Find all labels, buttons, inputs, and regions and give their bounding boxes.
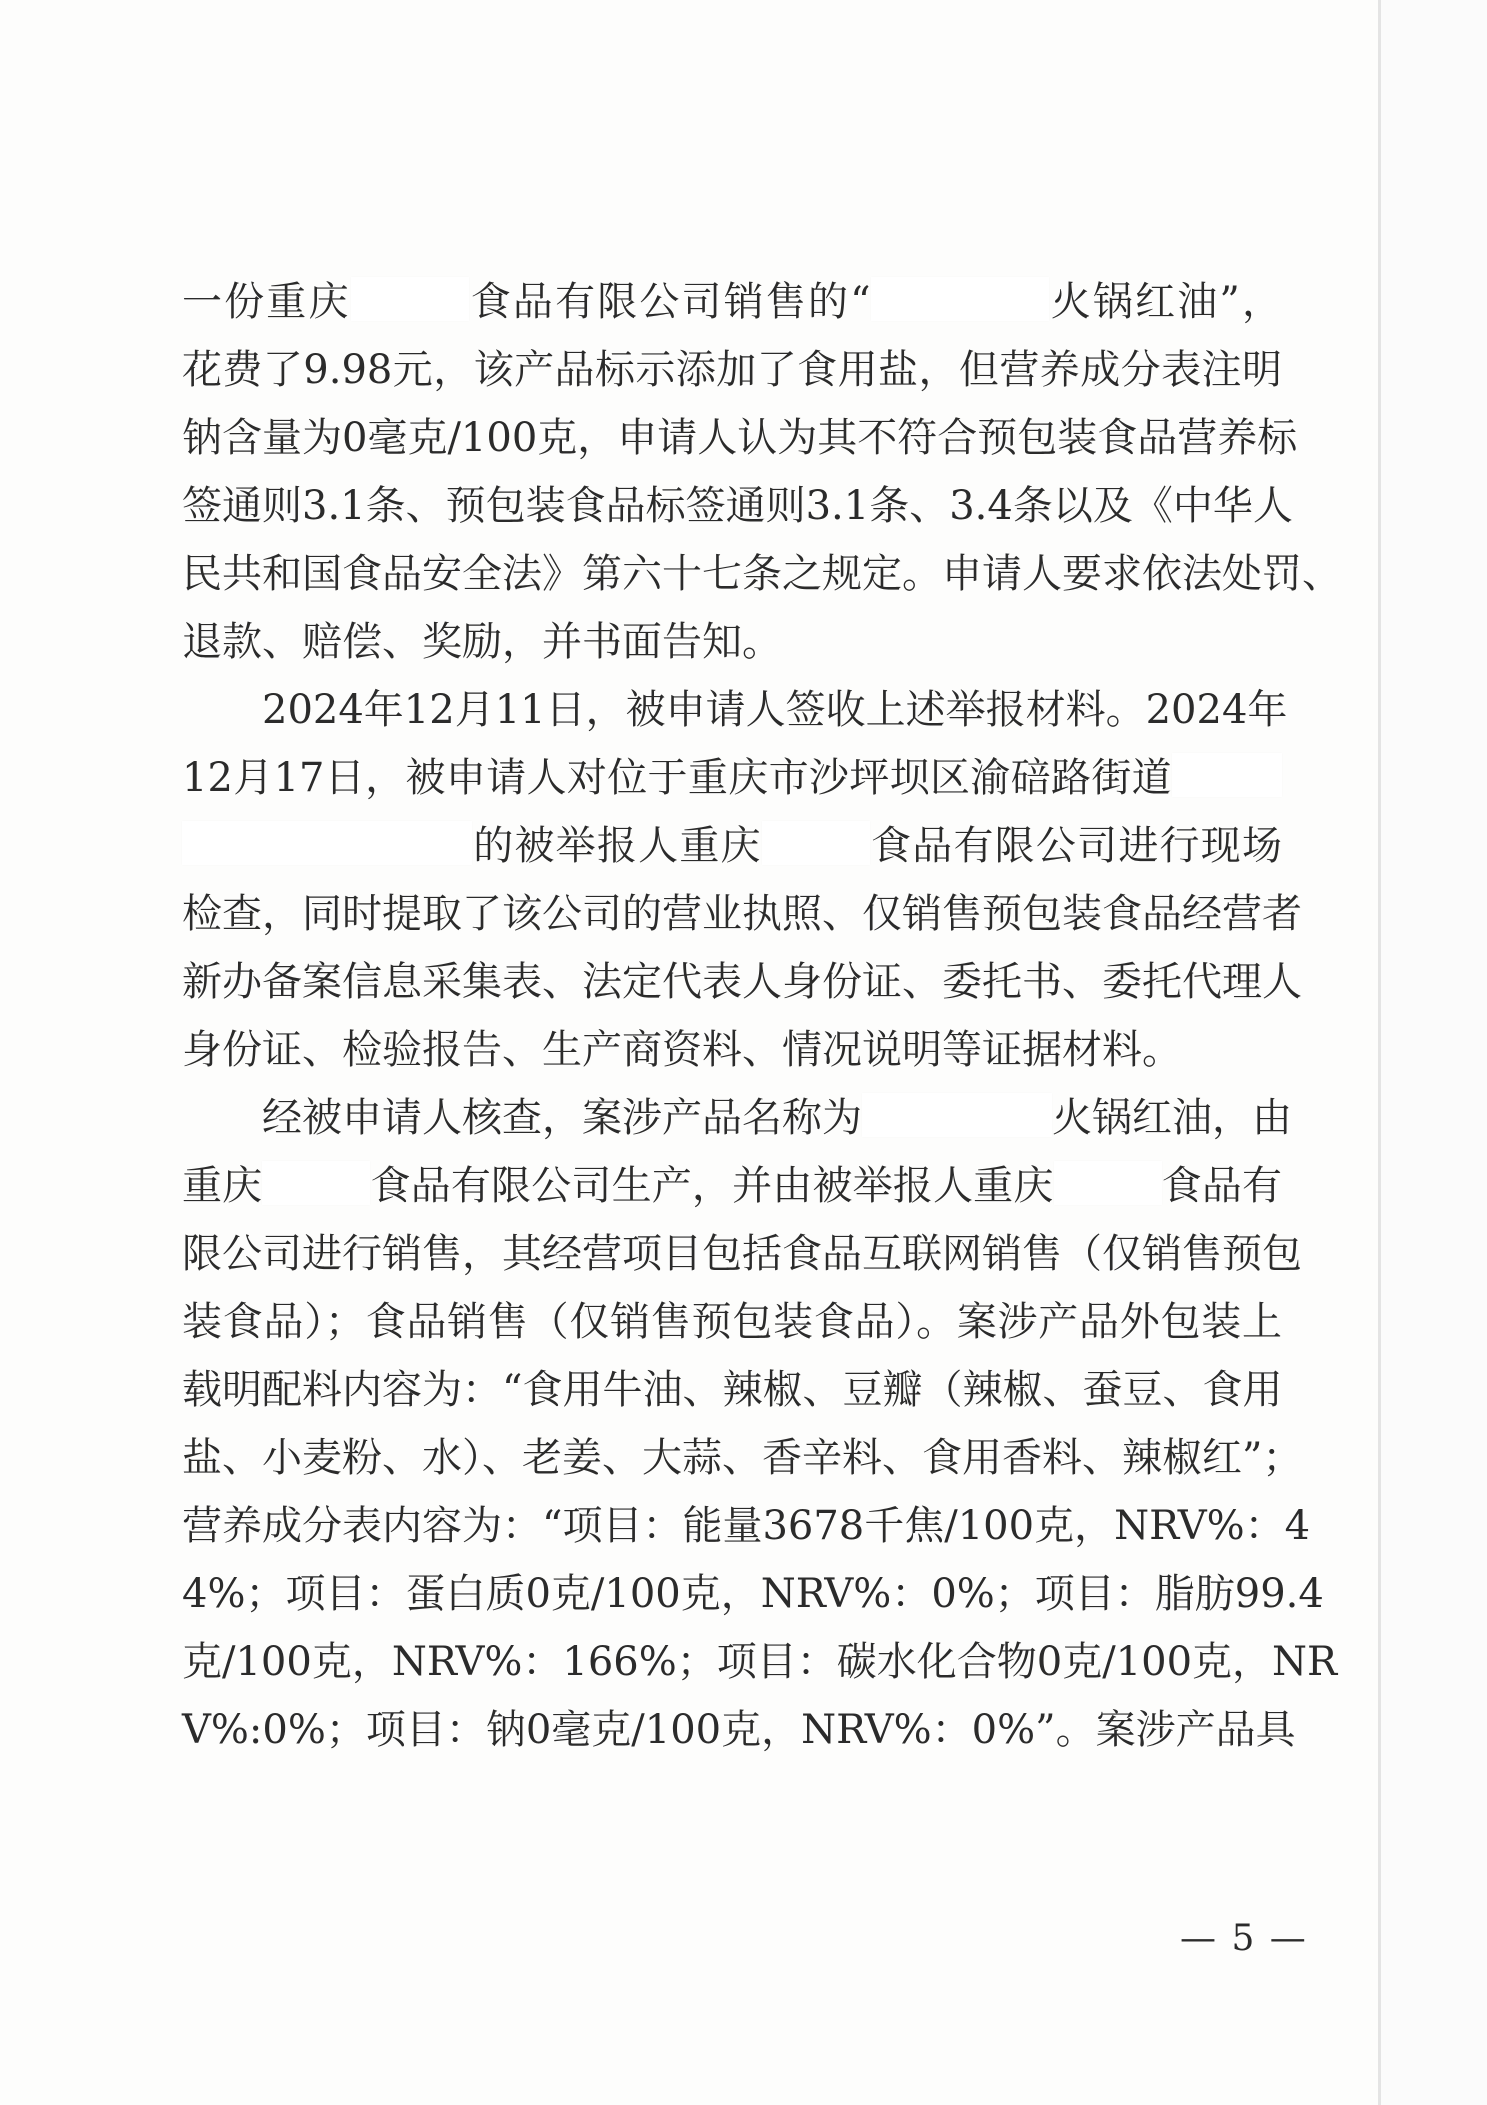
text-segment: 的被举报人重庆 bbox=[472, 823, 762, 869]
redaction-box bbox=[1172, 753, 1282, 797]
text-line bbox=[182, 608, 1282, 676]
text-line bbox=[182, 1696, 1296, 1764]
redaction-box bbox=[351, 277, 469, 321]
redaction-box bbox=[1054, 1161, 1162, 1205]
text-line bbox=[182, 1492, 1311, 1560]
text-line bbox=[182, 1424, 1303, 1492]
text-segment: 食品有限公司生产，并由被举报人重庆 bbox=[370, 1163, 1054, 1209]
text-line bbox=[182, 1288, 1282, 1356]
text-line bbox=[182, 1152, 1282, 1220]
text-segment: 载明配料内容为：“食用牛油、辣椒、豆瓣（辣椒、蚕豆、食用 bbox=[182, 1367, 1283, 1413]
text-line bbox=[182, 948, 1302, 1016]
text-segment: 检查，同时提取了该公司的营业执照、仅销售预包装食品经营者 bbox=[182, 891, 1302, 937]
text-segment: 4%；项目：蛋白质0克/100克，NRV%：0%；项目：脂肪99.4 bbox=[182, 1571, 1324, 1617]
text-segment: 民共和国食品安全法》第六十七条之规定。申请人要求依法处罚、 bbox=[182, 551, 1342, 597]
text-segment: 营养成分表内容为：“项目：能量3678千焦/100克，NRV%：4 bbox=[182, 1503, 1311, 1549]
text-segment: 克/100克，NRV%：166%；项目：碳水化合物0克/100克，NR bbox=[182, 1639, 1338, 1685]
body-text bbox=[182, 268, 1342, 1764]
text-line bbox=[182, 1356, 1282, 1424]
text-segment: 火锅红油”， bbox=[1048, 279, 1283, 325]
text-segment: 12月17日，被申请人对位于重庆市沙坪坝区渝碚路街道 bbox=[182, 755, 1172, 801]
text-segment: 食品有限公司进行现场 bbox=[869, 823, 1283, 869]
text-line bbox=[182, 540, 1342, 608]
text-segment: 花费了9.98元，该产品标示添加了食用盐，但营养成分表注明 bbox=[182, 347, 1282, 393]
redaction-box bbox=[871, 277, 1049, 321]
text-segment: 经被申请人核查，案涉产品名称为 bbox=[262, 1095, 862, 1141]
text-segment: V%:0%；项目：钠0毫克/100克，NRV%：0%”。案涉产品具 bbox=[182, 1707, 1296, 1753]
text-line bbox=[182, 1016, 1282, 1084]
redaction-box bbox=[862, 1093, 1052, 1137]
text-segment: 钠含量为0毫克/100克，申请人认为其不符合预包装食品营养标 bbox=[182, 415, 1298, 461]
text-segment: 装食品）；食品销售（仅销售预包装食品）。案涉产品外包装上 bbox=[182, 1299, 1282, 1345]
text-segment: 身份证、检验报告、生产商资料、情况说明等证据材料。 bbox=[182, 1027, 1182, 1073]
page-number: — 5 — bbox=[1180, 1918, 1308, 1959]
binding-edge bbox=[1381, 0, 1487, 2105]
text-line bbox=[182, 676, 1288, 744]
redaction-box bbox=[182, 821, 472, 865]
text-line bbox=[182, 268, 1282, 336]
text-line bbox=[182, 812, 1282, 880]
text-line bbox=[182, 1628, 1338, 1696]
text-line bbox=[182, 336, 1282, 404]
text-segment: 退款、赔偿、奖励，并书面告知。 bbox=[182, 619, 782, 665]
text-segment: 限公司进行销售，其经营项目包括食品互联网销售（仅销售预包 bbox=[182, 1231, 1302, 1277]
text-segment: 食品有 bbox=[1161, 1163, 1283, 1209]
text-segment: 食品有限公司销售的“ bbox=[468, 279, 871, 325]
text-line bbox=[182, 404, 1298, 472]
text-segment: 火锅红油，由 bbox=[1052, 1095, 1292, 1141]
redaction-box bbox=[762, 821, 870, 865]
text-segment: 2024年12月11日，被申请人签收上述举报材料。2024年 bbox=[262, 687, 1288, 733]
text-line bbox=[182, 472, 1293, 540]
text-line bbox=[182, 880, 1302, 948]
text-segment: 盐、小麦粉、水）、老姜、大蒜、香辛料、食用香料、辣椒红”； bbox=[182, 1435, 1303, 1481]
text-line bbox=[182, 1220, 1302, 1288]
text-segment: 重庆 bbox=[182, 1163, 263, 1209]
redaction-box bbox=[262, 1161, 370, 1205]
text-segment: 签通则3.1条、预包装食品标签通则3.1条、3.4条以及《中华人 bbox=[182, 483, 1293, 529]
text-segment: 新办备案信息采集表、法定代表人身份证、委托书、委托代理人 bbox=[182, 959, 1302, 1005]
text-segment: 一份重庆 bbox=[182, 279, 351, 325]
text-line bbox=[182, 1084, 1292, 1152]
text-line bbox=[182, 1560, 1324, 1628]
text-line bbox=[182, 744, 1282, 812]
